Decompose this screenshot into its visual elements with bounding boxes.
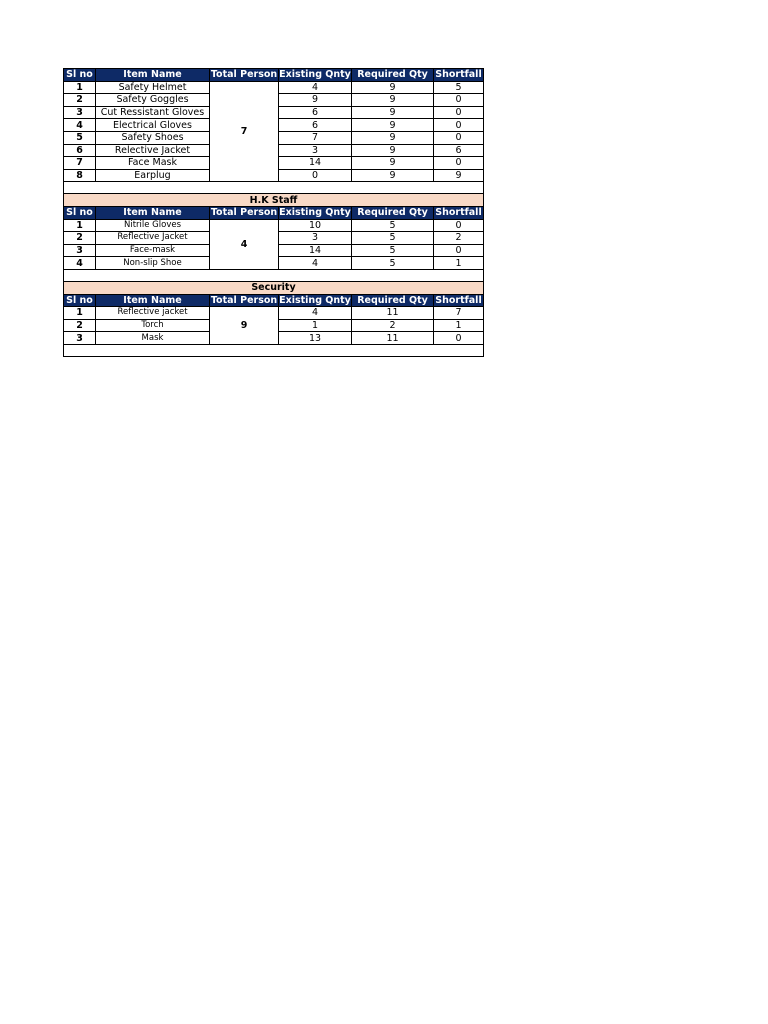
sl-no-cell: 3 (64, 244, 96, 257)
header-row (64, 69, 484, 82)
section-title-row (64, 281, 484, 294)
required-qty-cell: 11 (352, 332, 434, 345)
table-body (64, 69, 484, 357)
shortfall-cell: 0 (434, 157, 484, 170)
header-sl-no: Sl no (64, 69, 96, 82)
header-row (64, 294, 484, 307)
existing-qnty-cell: 3 (279, 144, 352, 157)
required-qty-cell: 9 (352, 94, 434, 107)
item-name-cell: Earplug (96, 169, 210, 182)
existing-qnty-cell: 10 (279, 219, 352, 232)
existing-qnty-cell: 14 (279, 157, 352, 170)
sl-no-cell: 4 (64, 119, 96, 132)
required-qty-cell: 11 (352, 307, 434, 320)
header-existing-qnty: Existing Qnty (279, 69, 351, 81)
section-title-row (64, 194, 484, 207)
existing-qnty-cell: 13 (279, 332, 352, 345)
header-total-person: Total Person (210, 69, 278, 81)
sl-no-cell: 6 (64, 144, 96, 157)
header-row (64, 206, 484, 219)
sl-no-cell: 1 (64, 81, 96, 94)
inventory-sheet (63, 68, 484, 357)
header-sl-no: Sl no (64, 206, 96, 219)
header-item-name: Item Name (96, 206, 210, 219)
sl-no-cell: 8 (64, 169, 96, 182)
item-name-cell: Face-mask (96, 244, 210, 257)
required-qty-cell: 9 (352, 169, 434, 182)
item-name-cell: Nitrile Gloves (96, 219, 210, 232)
existing-qnty-cell: 4 (279, 81, 352, 94)
spacer-row (64, 269, 484, 281)
shortfall-cell: 6 (434, 144, 484, 157)
header-item-name: Item Name (96, 294, 210, 307)
sl-no-cell: 3 (64, 332, 96, 345)
item-name-cell: Safety Shoes (96, 131, 210, 144)
ppe-inventory-table (63, 68, 484, 357)
sl-no-cell: 7 (64, 157, 96, 170)
header-existing-qnty: Existing Qnty (279, 207, 351, 219)
required-qty-cell: 5 (352, 244, 434, 257)
existing-qnty-cell: 14 (279, 244, 352, 257)
header-total-person: Total Person (210, 294, 278, 306)
header-required-qty: Required Qty (352, 206, 434, 219)
shortfall-cell: 7 (434, 307, 484, 320)
spacer-row (64, 344, 484, 356)
item-name-cell: Mask (96, 332, 210, 345)
required-qty-cell: 9 (352, 81, 434, 94)
existing-qnty-cell: 3 (279, 232, 352, 245)
header-existing-qnty: Existing Qnty (279, 294, 351, 306)
existing-qnty-cell: 4 (279, 307, 352, 320)
header-shortfall: Shortfall (435, 69, 482, 81)
item-name-cell: Relective Jacket (96, 144, 210, 157)
shortfall-cell: 0 (434, 94, 484, 107)
sl-no-cell: 2 (64, 319, 96, 332)
item-name-cell: Cut Ressistant Gloves (96, 106, 210, 119)
shortfall-cell: 2 (434, 232, 484, 245)
required-qty-cell: 9 (352, 106, 434, 119)
existing-qnty-cell: 9 (279, 94, 352, 107)
sl-no-cell: 3 (64, 106, 96, 119)
total-person-cell: 4 (210, 219, 279, 269)
shortfall-cell: 1 (434, 319, 484, 332)
table-row (64, 81, 484, 94)
shortfall-cell: 9 (434, 169, 484, 182)
sl-no-cell: 4 (64, 257, 96, 270)
existing-qnty-cell: 6 (279, 106, 352, 119)
required-qty-cell: 5 (352, 232, 434, 245)
sl-no-cell: 5 (64, 131, 96, 144)
item-name-cell: Electrical Gloves (96, 119, 210, 132)
header-sl-no: Sl no (64, 294, 96, 307)
table-row (64, 307, 484, 320)
sl-no-cell: 2 (64, 94, 96, 107)
shortfall-cell: 0 (434, 244, 484, 257)
item-name-cell: Torch (96, 319, 210, 332)
spacer-cell (64, 344, 484, 356)
shortfall-cell: 0 (434, 131, 484, 144)
header-required-qty: Required Qty (352, 69, 434, 82)
item-name-cell: Reflective jacket (96, 307, 210, 320)
required-qty-cell: 5 (352, 219, 434, 232)
required-qty-cell: 9 (352, 131, 434, 144)
sl-no-cell: 1 (64, 307, 96, 320)
shortfall-cell: 1 (434, 257, 484, 270)
item-name-cell: Face Mask (96, 157, 210, 170)
total-person-cell: 7 (210, 81, 279, 182)
existing-qnty-cell: 4 (279, 257, 352, 270)
existing-qnty-cell: 7 (279, 131, 352, 144)
required-qty-cell: 9 (352, 157, 434, 170)
sl-no-cell: 2 (64, 232, 96, 245)
required-qty-cell: 2 (352, 319, 434, 332)
shortfall-cell: 0 (434, 332, 484, 345)
existing-qnty-cell: 6 (279, 119, 352, 132)
header-shortfall: Shortfall (435, 207, 482, 219)
existing-qnty-cell: 1 (279, 319, 352, 332)
spacer-cell (64, 182, 484, 194)
shortfall-cell: 0 (434, 106, 484, 119)
required-qty-cell: 9 (352, 119, 434, 132)
shortfall-cell: 0 (434, 119, 484, 132)
section-title: Security (64, 281, 484, 294)
item-name-cell: Safety Helmet (96, 81, 210, 94)
table-row (64, 219, 484, 232)
item-name-cell: Non-slip Shoe (96, 257, 210, 270)
header-item-name: Item Name (96, 69, 210, 82)
existing-qnty-cell: 0 (279, 169, 352, 182)
total-person-cell: 9 (210, 307, 279, 345)
spacer-row (64, 182, 484, 194)
section-title: H.K Staff (64, 194, 484, 207)
sl-no-cell: 1 (64, 219, 96, 232)
header-shortfall: Shortfall (435, 294, 482, 306)
shortfall-cell: 0 (434, 219, 484, 232)
spacer-cell (64, 269, 484, 281)
item-name-cell: Reflective Jacket (96, 232, 210, 245)
required-qty-cell: 9 (352, 144, 434, 157)
required-qty-cell: 5 (352, 257, 434, 270)
item-name-cell: Safety Goggles (96, 94, 210, 107)
header-required-qty: Required Qty (352, 294, 434, 307)
header-total-person: Total Person (210, 207, 278, 219)
shortfall-cell: 5 (434, 81, 484, 94)
